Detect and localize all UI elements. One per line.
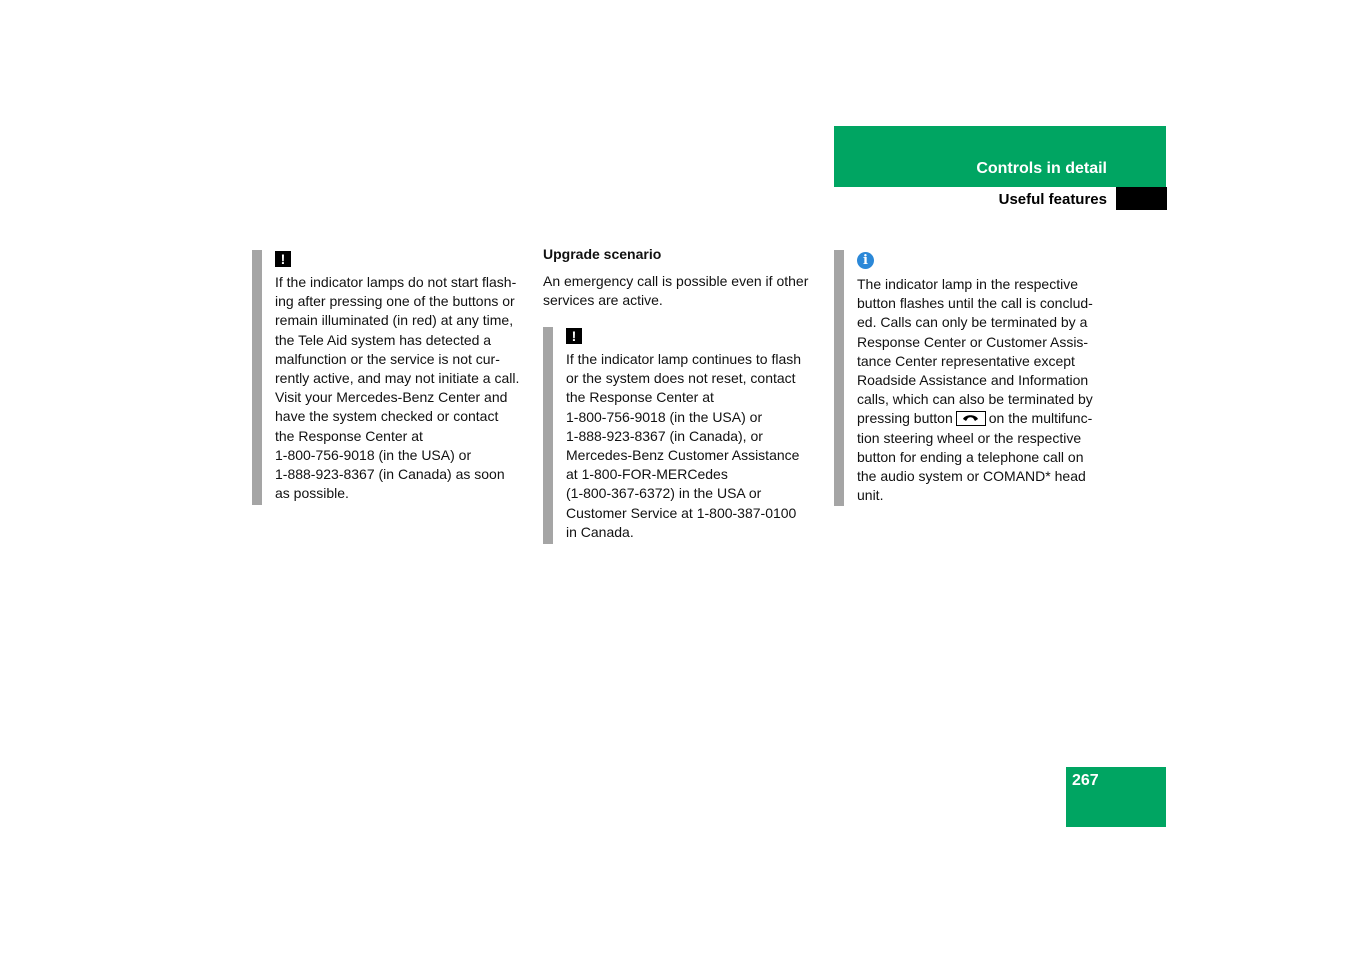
text-line: If the indicator lamps do not start flash- [275,274,517,290]
text-line: button for ending a telephone call on [857,448,1084,465]
text-line: button flashes until the call is conclud- [857,295,1093,312]
text-line: services are active. [543,292,663,309]
text-line: at 1-800-FOR-MERCedes [566,466,728,483]
button-text-line [857,409,1124,428]
button-line-prefix: pressing button [857,410,953,427]
text-line: the audio system or COMAND* head [857,468,1086,485]
warning-note-body [275,250,542,503]
text-line: (1-800-367-6372) in the USA or [566,485,762,502]
intro-paragraph [543,272,828,310]
warning-note-body [566,327,828,542]
text-line: malfunction or the service is not cur- [275,350,500,367]
text-line: The indicator lamp in the respective [857,276,1078,292]
info-note-body [857,250,1124,505]
text-line: ed. Calls can only be terminated by a [857,314,1088,331]
warning-icon: ! [566,328,582,344]
text-line: as possible. [275,485,349,502]
text-line: the Response Center at [566,389,714,406]
text-line: If the indicator lamp continues to flash [566,351,802,367]
text-line: 1-888-923-8367 (in Canada) as soon [275,466,505,483]
warning-text [566,350,828,542]
text-line: Customer Service at 1-800-387-0100 [566,504,797,521]
text-line: or the system does not reset, contact [566,370,796,387]
text-line: rently active, and may not initiate a call. [275,370,520,387]
text-line: ing after pressing one of the buttons or [275,293,515,310]
warning-note-middle [543,327,828,544]
end-call-phone-icon [956,411,986,426]
text-line: 1-800-756-9018 (in the USA) or [566,408,763,425]
text-line: An emergency call is possible even if other [543,273,809,290]
warning-text [275,273,542,503]
text-line: remain illuminated (in red) at any time, [275,312,514,329]
warning-icon: ! [275,251,291,267]
text-line: calls, which can also be terminated by [857,391,1093,408]
text-line: have the system checked or contact [275,408,499,425]
text-line: the Tele Aid system has detected a [275,331,492,348]
subsection-marker [1116,187,1167,210]
page-number: 267 [1072,772,1099,789]
note-bar [543,327,553,544]
text-line: in Canada. [566,523,634,540]
text-line: the Response Center at [275,427,423,444]
info-note-right [834,250,1124,506]
upgrade-scenario-section [543,245,828,311]
note-bar [834,250,844,506]
info-icon: i [857,252,874,269]
warning-note-left [252,250,542,505]
text-line: tion steering wheel or the respective [857,429,1082,446]
text-line: Response Center or Customer Assis- [857,333,1089,350]
section-title: Controls in detail [976,160,1107,177]
text-line: unit. [857,487,884,504]
subsection-title: Useful features [998,191,1107,208]
text-line: Visit your Mercedes-Benz Center and [275,389,508,406]
text-line: tance Center representative except [857,352,1075,369]
text-line: 1-888-923-8367 (in Canada), or [566,427,763,444]
note-bar [252,250,262,505]
text-line: Mercedes-Benz Customer Assistance [566,447,800,464]
button-line-suffix: on the multifunc- [988,410,1093,427]
text-line: Roadside Assistance and Information [857,372,1089,389]
section-heading: Upgrade scenario [543,246,662,262]
text-line: 1-800-756-9018 (in the USA) or [275,446,472,463]
info-text [857,275,1124,505]
